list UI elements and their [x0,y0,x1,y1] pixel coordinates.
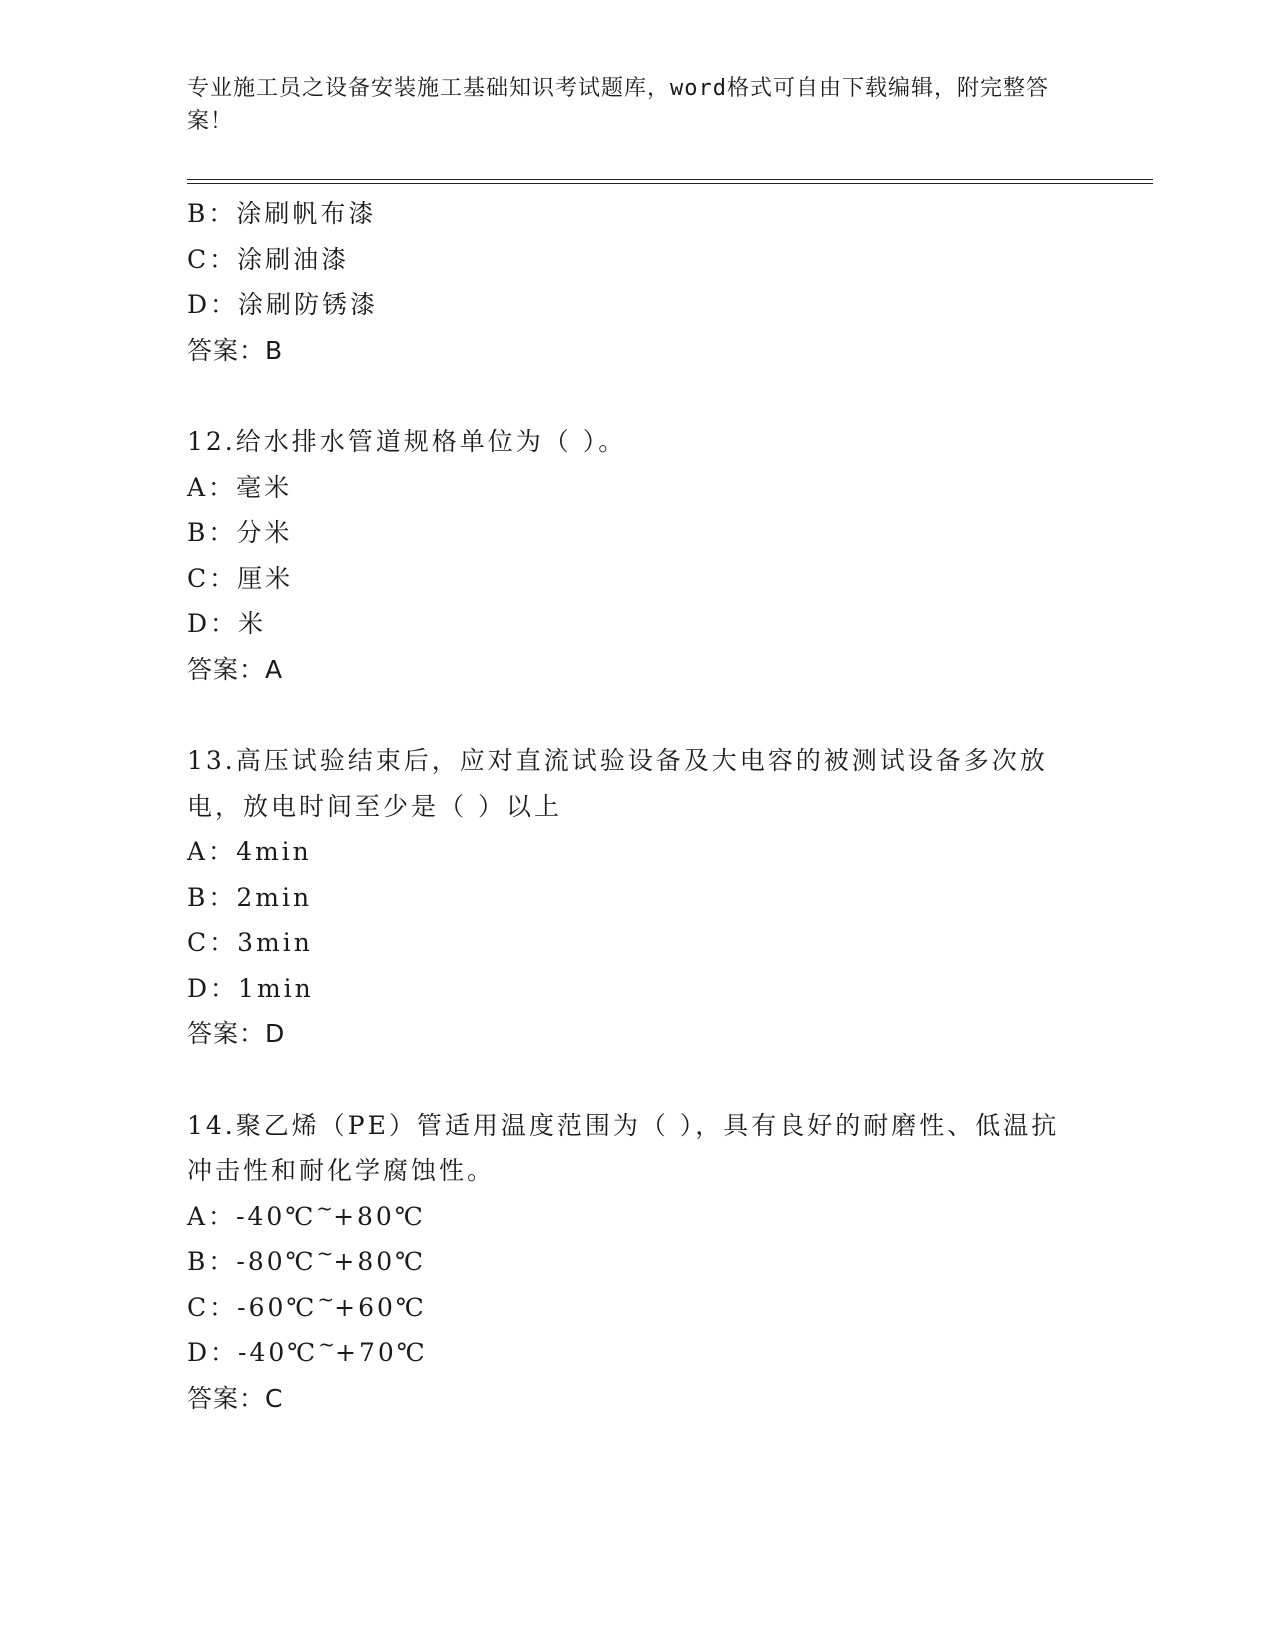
answer: 答案：C [187,1383,284,1413]
question-11-continuation [187,191,1087,373]
header-rule-top [187,179,1153,180]
header-rule-bottom [187,183,1153,184]
tilde-glyph: ~ [318,1332,336,1356]
question-text: 14.聚乙烯（PE）管适用温度范围为（ ），具有良好的耐磨性、低温抗冲击性和耐化学腐蚀性。 [187,1110,1060,1185]
tilde-glyph: ~ [316,1241,334,1265]
question-13 [187,738,1087,1057]
option-d: D：米 [187,609,267,638]
spacer [187,692,1087,738]
document-header: 专业施工员之设备安装施工基础知识考试题库，word格式可自由下载编辑，附完整答案！ [187,76,1049,134]
option-a: A：-40℃~+80℃ [187,1195,426,1231]
option-d: D：-40℃~+70℃ [187,1332,428,1367]
tilde-glyph: ~ [316,1195,334,1220]
spacer [187,1057,1087,1103]
option-b: B：分米 [187,518,293,547]
option-a: A：毫米 [187,472,293,502]
question-text: 12.给水排水管道规格单位为（ ）。 [187,427,627,456]
question-text: 13.高压试验结束后，应对直流试验设备及大电容的被测试设备多次放电，放电时间至少是（ ）以上 [187,746,1048,821]
tilde-glyph: ~ [317,1286,335,1311]
answer: 答案：D [187,1019,286,1048]
option-d: D：涂刷防锈漆 [187,290,379,319]
option-c: C：3min [187,928,313,957]
option-c: C：厘米 [187,563,294,593]
answer: 答案：B [187,335,284,365]
answer: 答案：A [187,654,284,684]
option-b: B：2min [187,882,313,912]
option-b: B：-80℃~+80℃ [187,1241,427,1276]
option-d: D：1min [187,973,314,1003]
option-c: C：-60℃~+60℃ [187,1286,427,1322]
option-b: B：涂刷帆布漆 [187,199,377,228]
question-14 [187,1103,1087,1422]
question-list [187,191,1087,1421]
option-a: A：4min [187,837,312,866]
option-c: C：涂刷油漆 [187,244,350,274]
spacer [187,373,1087,419]
question-12 [187,419,1087,692]
